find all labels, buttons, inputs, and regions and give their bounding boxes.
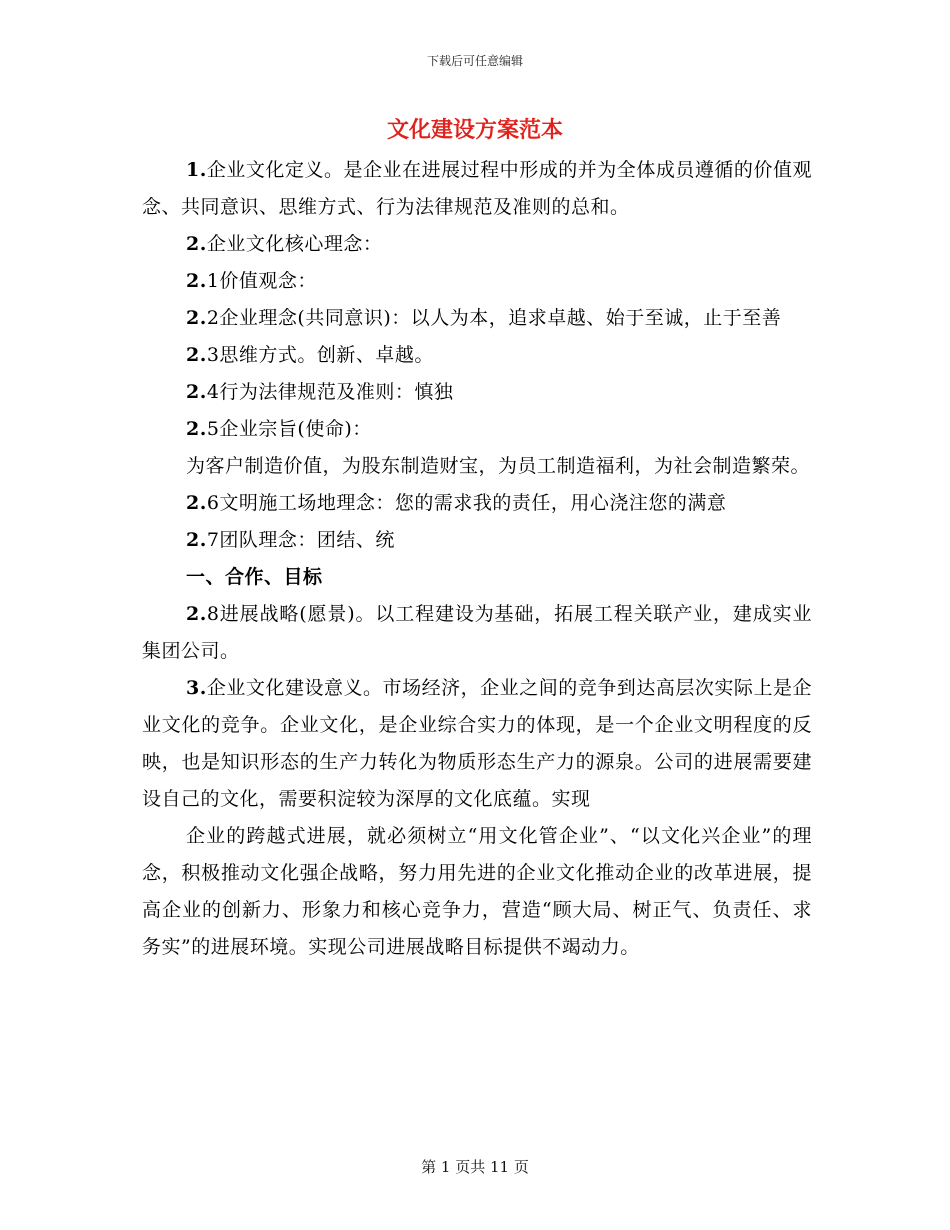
paragraph-1	[142, 152, 812, 226]
paragraph-text: 为客户制造价值，为股东制造财宝，为员工制造福利，为社会制造繁荣。	[186, 455, 811, 477]
paragraph-text: 企业文化建设意义。市场经济，企业之间的竞争到达高层次实际上是企业文化的竞争。企业文化，是企业综合实力的体现，是一个企业文明程度的反映，也是知识形态的生产力转化为物质形态生产力的源泉。公司的进展需要建设自己的文化，需要积淀较为深厚的文化底蕴。实现	[142, 677, 812, 810]
paragraph-text: 4行为法律规范及准则：慎独	[206, 381, 454, 403]
document-body	[142, 152, 812, 966]
paragraph-13	[142, 670, 812, 818]
paragraph-text: 3思维方式。创新、卓越。	[206, 344, 434, 366]
paragraph-number: 2.	[186, 381, 207, 403]
paragraph-number: 2.	[186, 603, 207, 625]
document-title: 文化建设方案范本	[386, 117, 563, 143]
paragraph-number: 1.	[186, 159, 207, 181]
paragraph-text: 企业的跨越式进展，就必须树立“用文化管企业”、“以文化兴企业”的理念，积极推动文化强企战略，努力用先进的企业文化推动企业的改革进展，提高企业的创新力、形象力和核心竞争力，营造“顾大局、树正气、负责任、求务实”的进展环境。实现公司进展战略目标提供不竭动力。	[142, 825, 812, 958]
paragraph-3	[142, 263, 812, 300]
paragraph-number: 2.	[186, 344, 207, 366]
paragraph-text: 8进展战略(愿景)。以工程建设为基础，拓展工程关联产业，建成实业集团公司。	[142, 603, 812, 662]
section-heading	[142, 559, 812, 596]
paragraph-text: 企业文化定义。是企业在进展过程中形成的并为全体成员遵循的价值观念、共同意识、思维方式、行为法律规范及准则的总和。	[142, 159, 812, 218]
page-header-note: 下载后可任意编辑	[426, 54, 523, 68]
paragraph-number: 2.	[186, 529, 207, 551]
paragraph-10	[142, 522, 812, 559]
paragraph-number: 2.	[186, 492, 207, 514]
paragraph-number: 2.	[186, 418, 207, 440]
paragraph-2	[142, 226, 812, 263]
paragraph-number: 3.	[186, 677, 207, 699]
paragraph-7	[142, 411, 812, 448]
paragraph-4	[142, 300, 812, 337]
paragraph-6	[142, 374, 812, 411]
paragraph-text: 7团队理念：团结、统	[206, 529, 395, 551]
paragraph-text: 6文明施工场地理念：您的需求我的责任，用心浇注您的满意	[206, 492, 727, 514]
paragraph-text: 1价值观念：	[206, 270, 317, 292]
paragraph-text: 2企业理念(共同意识)：以人为本，追求卓越、始于至诚，止于至善	[206, 307, 782, 329]
paragraph-number: 2.	[186, 270, 207, 292]
paragraph-12	[142, 596, 812, 670]
paragraph-text: 5企业宗旨(使命)：	[206, 418, 372, 440]
paragraph-5	[142, 337, 812, 374]
paragraph-number: 2.	[186, 307, 207, 329]
paragraph-text: 一、合作、目标	[186, 566, 323, 588]
paragraph-number: 2.	[186, 233, 207, 255]
paragraph-8	[142, 448, 812, 485]
paragraph-9	[142, 485, 812, 522]
page-footer-number: 第 1 页共 11 页	[421, 1158, 529, 1176]
paragraph-14	[142, 818, 812, 966]
paragraph-text: 企业文化核心理念：	[206, 233, 383, 255]
